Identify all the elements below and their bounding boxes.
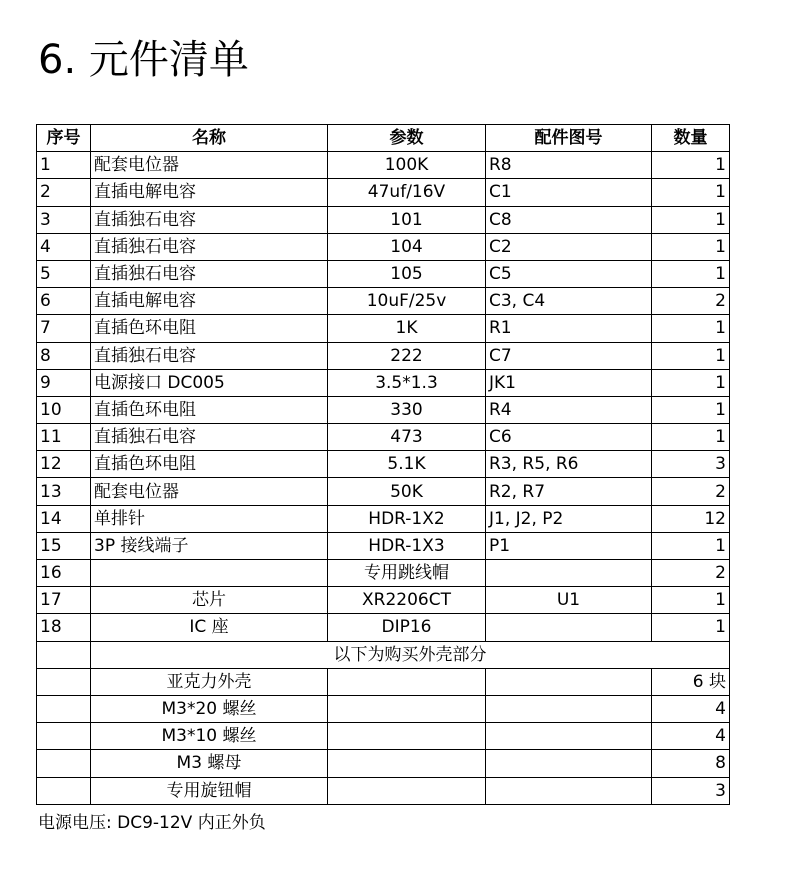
row-param: 5.1K [328,451,486,478]
row-no: 5 [37,260,91,287]
row-param: 104 [328,233,486,260]
row-no: 10 [37,396,91,423]
purchase-row [37,750,730,777]
purchase-qty: 8 [652,750,730,777]
purchase-section-heading: 以下为购买外壳部分 [91,641,730,668]
row-name: 芯片 [91,587,328,614]
purchase-param [328,777,486,804]
row-qty: 2 [652,288,730,315]
row-qty: 2 [652,560,730,587]
row-name: 直插独石电容 [91,424,328,451]
row-qty: 3 [652,451,730,478]
row-no: 18 [37,614,91,641]
purchase-no [37,723,91,750]
row-param: 10uF/25v [328,288,486,315]
row-qty: 1 [652,587,730,614]
purchase-row [37,777,730,804]
row-name: IC 座 [91,614,328,641]
row-param: 47uf/16V [328,179,486,206]
row-ref: C8 [486,206,652,233]
table-header-row [37,125,730,152]
row-no: 4 [37,233,91,260]
row-qty: 1 [652,369,730,396]
row-name: 直插色环电阻 [91,396,328,423]
row-qty: 1 [652,342,730,369]
row-param: 专用跳线帽 [328,560,486,587]
row-name: 直插独石电容 [91,342,328,369]
purchase-no [37,777,91,804]
table-row [37,179,730,206]
purchase-param [328,695,486,722]
header-name: 名称 [91,125,328,152]
row-no: 11 [37,424,91,451]
purchase-row [37,668,730,695]
purchase-param [328,668,486,695]
row-no: 17 [37,587,91,614]
purchase-name: 亚克力外壳 [91,668,328,695]
row-ref: R1 [486,315,652,342]
row-ref: C6 [486,424,652,451]
purchase-name: M3 螺母 [91,750,328,777]
row-ref: C1 [486,179,652,206]
row-no: 3 [37,206,91,233]
row-name [91,560,328,587]
table-row [37,233,730,260]
row-ref [486,614,652,641]
row-param: 100K [328,152,486,179]
table-row [37,505,730,532]
purchase-param [328,723,486,750]
row-param: 3.5*1.3 [328,369,486,396]
row-ref: C7 [486,342,652,369]
bom-table [36,124,730,805]
row-ref: C2 [486,233,652,260]
row-no: 9 [37,369,91,396]
row-name: 直插色环电阻 [91,451,328,478]
purchase-row [37,695,730,722]
row-name: 电源接口 DC005 [91,369,328,396]
table-row [37,152,730,179]
purchase-name: 专用旋钮帽 [91,777,328,804]
table-row [37,288,730,315]
row-qty: 1 [652,179,730,206]
row-qty: 1 [652,396,730,423]
row-qty: 1 [652,614,730,641]
row-param: 101 [328,206,486,233]
purchase-ref [486,668,652,695]
purchase-blank-cell [37,641,91,668]
row-no: 12 [37,451,91,478]
table-row [37,369,730,396]
row-name: 配套电位器 [91,478,328,505]
row-param: 222 [328,342,486,369]
row-name: 配套电位器 [91,152,328,179]
row-name: 直插电解电容 [91,288,328,315]
row-qty: 1 [652,152,730,179]
table-row [37,424,730,451]
header-no: 序号 [37,125,91,152]
purchase-param [328,750,486,777]
purchase-name: M3*10 螺丝 [91,723,328,750]
row-param: XR2206CT [328,587,486,614]
power-note: 电源电压: DC9-12V 内正外负 [38,813,266,833]
purchase-qty: 4 [652,723,730,750]
row-param: DIP16 [328,614,486,641]
row-name: 3P 接线端子 [91,532,328,559]
row-ref: R4 [486,396,652,423]
row-ref: U1 [486,587,652,614]
purchase-section-row [37,641,730,668]
row-name: 直插独石电容 [91,233,328,260]
purchase-qty: 4 [652,695,730,722]
purchase-ref [486,723,652,750]
row-param: 1K [328,315,486,342]
table-row [37,532,730,559]
row-ref: C3, C4 [486,288,652,315]
row-param: 473 [328,424,486,451]
row-qty: 1 [652,206,730,233]
table-row [37,396,730,423]
purchase-name: M3*20 螺丝 [91,695,328,722]
row-qty: 1 [652,233,730,260]
header-param: 参数 [328,125,486,152]
purchase-no [37,750,91,777]
row-qty: 2 [652,478,730,505]
row-no: 13 [37,478,91,505]
row-ref: R3, R5, R6 [486,451,652,478]
row-ref: R8 [486,152,652,179]
row-ref [486,560,652,587]
table-row [37,206,730,233]
table-row [37,451,730,478]
row-param: 330 [328,396,486,423]
purchase-ref [486,695,652,722]
purchase-ref [486,750,652,777]
row-ref: P1 [486,532,652,559]
row-name: 单排针 [91,505,328,532]
table-row [37,560,730,587]
row-qty: 1 [652,424,730,451]
row-no: 8 [37,342,91,369]
purchase-qty: 3 [652,777,730,804]
purchase-no [37,668,91,695]
table-row [37,614,730,641]
row-ref: C5 [486,260,652,287]
row-no: 15 [37,532,91,559]
table-row [37,342,730,369]
purchase-qty: 6 块 [652,668,730,695]
row-name: 直插色环电阻 [91,315,328,342]
row-no: 6 [37,288,91,315]
table-row [37,478,730,505]
row-qty: 1 [652,315,730,342]
row-ref: J1, J2, P2 [486,505,652,532]
purchase-row [37,723,730,750]
purchase-no [37,695,91,722]
row-name: 直插电解电容 [91,179,328,206]
row-name: 直插独石电容 [91,260,328,287]
row-ref: R2, R7 [486,478,652,505]
row-no: 2 [37,179,91,206]
row-param: HDR-1X3 [328,532,486,559]
row-qty: 1 [652,260,730,287]
header-ref: 配件图号 [486,125,652,152]
purchase-ref [486,777,652,804]
table-row [37,587,730,614]
row-param: 105 [328,260,486,287]
row-ref: JK1 [486,369,652,396]
row-param: HDR-1X2 [328,505,486,532]
page-title: 6. 元件清单 [38,37,249,83]
row-no: 7 [37,315,91,342]
row-no: 14 [37,505,91,532]
table-row [37,315,730,342]
row-qty: 12 [652,505,730,532]
row-name: 直插独石电容 [91,206,328,233]
table-row [37,260,730,287]
row-no: 1 [37,152,91,179]
header-qty: 数量 [652,125,730,152]
row-qty: 1 [652,532,730,559]
row-param: 50K [328,478,486,505]
row-no: 16 [37,560,91,587]
